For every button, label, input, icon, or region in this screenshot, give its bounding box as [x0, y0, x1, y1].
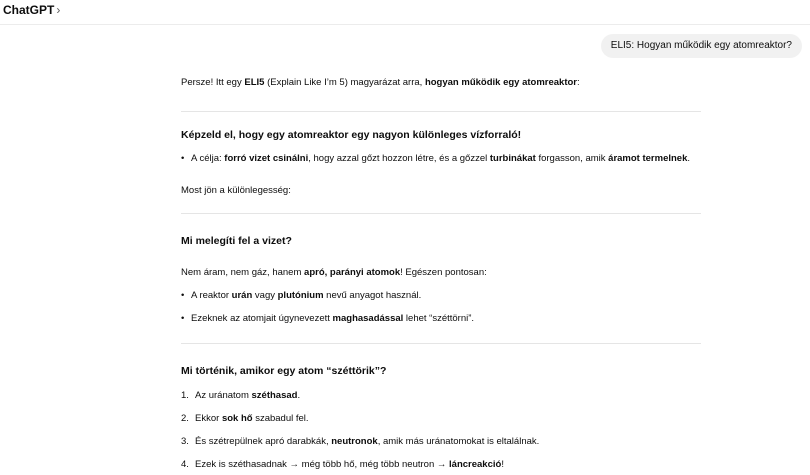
list-item [181, 152, 690, 165]
text: , hogy azzal gőzt hozzon létre, és a gőzzel [308, 153, 490, 164]
list-number: 1. [181, 390, 189, 401]
model-selector[interactable] [3, 3, 60, 17]
section-heading: Mi melegíti fel a vizet? [181, 235, 292, 247]
list-number: 3. [181, 436, 189, 447]
paragraph [181, 266, 487, 279]
list-number: 4. [181, 459, 189, 470]
app-title: ChatGPT [3, 3, 55, 17]
list-number: 2. [181, 413, 189, 424]
text: ! Egészen pontosan: [400, 267, 487, 278]
text: , amik más uránatomokat is eltalálnak. [377, 436, 540, 447]
list-item [181, 312, 474, 325]
bold-text: forró vizet csinálni [224, 153, 309, 164]
list-item [181, 458, 504, 471]
divider [181, 213, 701, 214]
text: Az uránatom [195, 390, 252, 401]
bullet-icon: • [181, 290, 185, 301]
bold-text: apró, parányi atomok [304, 267, 401, 278]
list-item [181, 389, 300, 402]
text: lehet “széttörni”. [403, 313, 475, 324]
text: A reaktor [191, 290, 232, 301]
bold-text: urán [231, 290, 253, 301]
bold-text: maghasadással [332, 313, 404, 324]
text: És szétrepülnek apró darabkák, [195, 436, 332, 447]
chevron-right-icon: › [56, 3, 61, 17]
text: : [577, 77, 580, 88]
bold-text: széthasad [251, 390, 298, 401]
bold-text: plutónium [277, 290, 324, 301]
bold-text: hogyan működik egy atomreaktor [424, 77, 577, 88]
paragraph: Most jön a különlegesség: [181, 185, 291, 196]
divider [181, 111, 701, 112]
intro-paragraph [181, 76, 580, 89]
text: nevű anyagot használ. [323, 290, 422, 301]
text: szabadul fel. [252, 413, 309, 424]
bold-text: neutronok [331, 436, 378, 447]
text: . [297, 390, 301, 401]
text: Nem áram, nem gáz, hanem [181, 267, 305, 278]
bold-text: ELI5 [244, 77, 265, 88]
list-item [181, 412, 309, 425]
text: Persze! Itt egy [181, 77, 245, 88]
divider [181, 343, 701, 344]
text: vagy [252, 290, 278, 301]
bullet-icon: • [181, 313, 185, 324]
text: A célja: [191, 153, 225, 164]
bold-text: sok hő [221, 413, 253, 424]
list-item [181, 289, 421, 302]
bold-text: láncreakció [449, 459, 502, 470]
section-heading: Képzeld el, hogy egy atomreaktor egy nagyon különleges vízforraló! [181, 129, 522, 141]
text: ! [501, 459, 504, 470]
text: Ezek is széthasadnak → még több hő, még több neutron → [195, 459, 450, 470]
user-message: ELI5: Hogyan működik egy atomreaktor? [601, 34, 802, 58]
text: Ezeknek az atomjait úgynevezett [191, 313, 333, 324]
top-bar [0, 0, 810, 25]
text: forgasson, amik [535, 153, 609, 164]
list-item [181, 435, 539, 448]
bold-text: turbinákat [489, 153, 536, 164]
text: . [687, 153, 691, 164]
bullet-icon: • [181, 153, 185, 164]
bold-text: áramot termelnek [608, 153, 688, 164]
text: Ekkor [195, 413, 222, 424]
text: (Explain Like I’m 5) magyarázat arra, [264, 77, 425, 88]
section-heading: Mi történik, amikor egy atom “széttörik”? [181, 365, 387, 377]
